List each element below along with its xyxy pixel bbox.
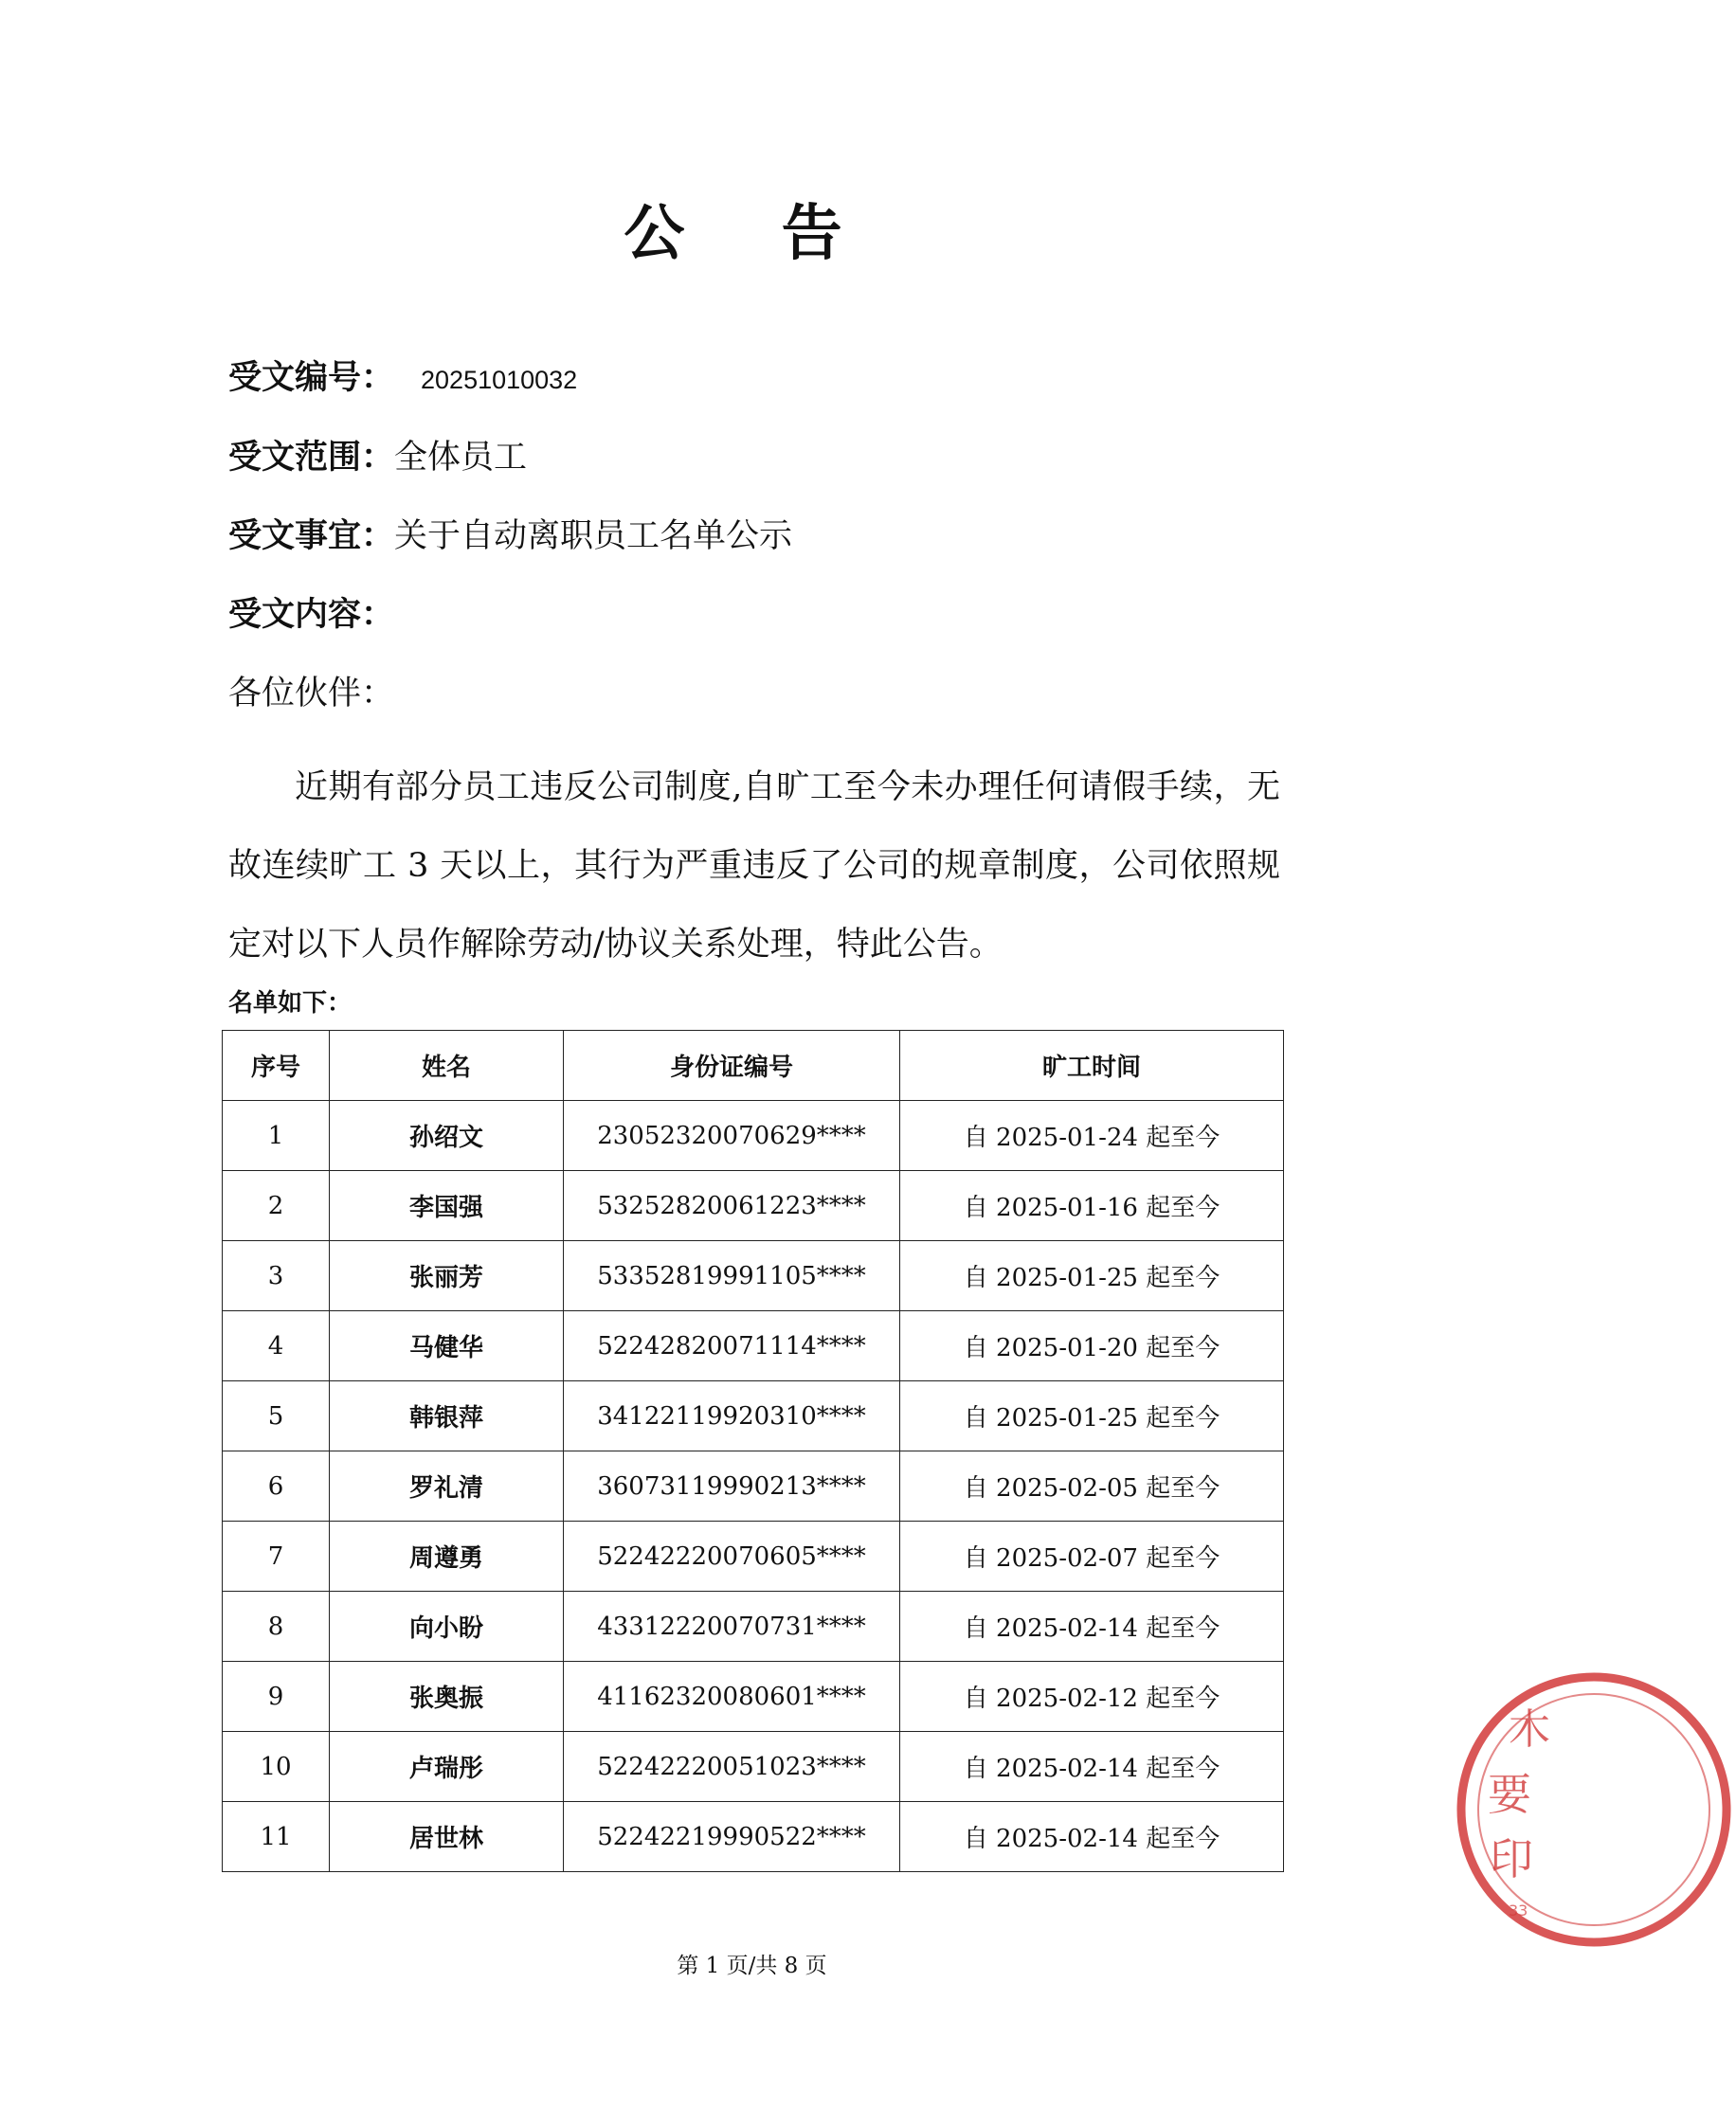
employee-name: 李国强 bbox=[330, 1171, 564, 1241]
id-number: 23052320070629**** bbox=[564, 1101, 900, 1171]
employee-name: 张丽芳 bbox=[330, 1241, 564, 1311]
company-seal-stamp bbox=[1452, 1667, 1736, 1952]
id-number: 53352819991105**** bbox=[564, 1241, 900, 1311]
field-recipients bbox=[228, 437, 527, 478]
row-index: 7 bbox=[223, 1522, 330, 1592]
employee-name: 孙绍文 bbox=[330, 1101, 564, 1171]
svg-text:印: 印 bbox=[1490, 1833, 1533, 1884]
svg-text:33: 33 bbox=[1509, 1902, 1528, 1920]
header-absence-period: 旷工时间 bbox=[900, 1031, 1284, 1101]
row-index: 10 bbox=[223, 1732, 330, 1802]
id-number: 53252820061223**** bbox=[564, 1171, 900, 1241]
table-row bbox=[223, 1381, 1284, 1451]
subject-value: 关于自动离职员工名单公示 bbox=[394, 517, 793, 555]
employee-name: 张奥振 bbox=[330, 1662, 564, 1732]
table-header-row bbox=[223, 1031, 1284, 1101]
table-row bbox=[223, 1101, 1284, 1171]
id-number: 52242220070605**** bbox=[564, 1522, 900, 1592]
id-number: 52242220051023**** bbox=[564, 1732, 900, 1802]
table-body bbox=[223, 1101, 1284, 1872]
row-index: 11 bbox=[223, 1802, 330, 1872]
id-number: 43312220070731**** bbox=[564, 1592, 900, 1662]
field-subject bbox=[228, 515, 792, 557]
row-index: 6 bbox=[223, 1451, 330, 1522]
field-label: 受文编号： bbox=[228, 358, 395, 397]
employee-name: 周遵勇 bbox=[330, 1522, 564, 1592]
employee-name: 卢瑞彤 bbox=[330, 1732, 564, 1802]
table-row bbox=[223, 1662, 1284, 1732]
id-number: 52242820071114**** bbox=[564, 1311, 900, 1381]
absence-period: 自 2025-02-14 起至今 bbox=[900, 1592, 1284, 1662]
header-id-number: 身份证编号 bbox=[564, 1031, 900, 1101]
row-index: 5 bbox=[223, 1381, 330, 1451]
table-row bbox=[223, 1171, 1284, 1241]
absence-period: 自 2025-02-14 起至今 bbox=[900, 1732, 1284, 1802]
table-row bbox=[223, 1522, 1284, 1592]
id-number: 34122119920310**** bbox=[564, 1381, 900, 1451]
id-number: 41162320080601**** bbox=[564, 1662, 900, 1732]
absence-period: 自 2025-01-16 起至今 bbox=[900, 1171, 1284, 1241]
field-label: 受文事宜： bbox=[228, 516, 395, 555]
table-row bbox=[223, 1732, 1284, 1802]
row-index: 1 bbox=[223, 1101, 330, 1171]
recipients-value: 全体员工 bbox=[394, 439, 528, 477]
row-index: 2 bbox=[223, 1171, 330, 1241]
header-name: 姓名 bbox=[330, 1031, 564, 1101]
employee-name: 居世林 bbox=[330, 1802, 564, 1872]
row-index: 4 bbox=[223, 1311, 330, 1381]
absence-period: 自 2025-01-25 起至今 bbox=[900, 1241, 1284, 1311]
dismissal-table bbox=[222, 1030, 1284, 1872]
table-row bbox=[223, 1311, 1284, 1381]
field-label: 受文内容： bbox=[228, 595, 395, 634]
field-content bbox=[228, 594, 394, 636]
absence-period: 自 2025-01-25 起至今 bbox=[900, 1381, 1284, 1451]
employee-name: 韩银萍 bbox=[330, 1381, 564, 1451]
table-row bbox=[223, 1802, 1284, 1872]
employee-name: 向小盼 bbox=[330, 1592, 564, 1662]
list-heading: 名单如下： bbox=[228, 989, 353, 1018]
absence-period: 自 2025-02-14 起至今 bbox=[900, 1802, 1284, 1872]
table-row bbox=[223, 1592, 1284, 1662]
field-document-number bbox=[228, 357, 577, 401]
table-row bbox=[223, 1451, 1284, 1522]
body-paragraph: 近期有部分员工违反公司制度,自旷工至今未办理任何请假手续，无故连续旷工 3 天以上，其行为严重违反了公司的规章制度，公司依照规定对以下人员作解除劳动/协议关系处理，特此公告。 bbox=[228, 768, 1280, 964]
absence-period: 自 2025-02-05 起至今 bbox=[900, 1451, 1284, 1522]
id-number: 36073119990213**** bbox=[564, 1451, 900, 1522]
absence-period: 自 2025-01-24 起至今 bbox=[900, 1101, 1284, 1171]
greeting: 各位伙伴： bbox=[228, 675, 395, 712]
absence-period: 自 2025-01-20 起至今 bbox=[900, 1311, 1284, 1381]
id-number: 52242219990522**** bbox=[564, 1802, 900, 1872]
field-label: 受文范围： bbox=[228, 438, 395, 477]
employee-name: 马健华 bbox=[330, 1311, 564, 1381]
row-index: 8 bbox=[223, 1592, 330, 1662]
table-row bbox=[223, 1241, 1284, 1311]
document-number-value: 20251010032 bbox=[421, 366, 578, 394]
header-index: 序号 bbox=[223, 1031, 330, 1101]
row-index: 9 bbox=[223, 1662, 330, 1732]
absence-period: 自 2025-02-12 起至今 bbox=[900, 1662, 1284, 1732]
svg-text:木: 木 bbox=[1509, 1705, 1550, 1754]
svg-text:要: 要 bbox=[1488, 1769, 1531, 1820]
page-number: 第 1 页/共 8 页 bbox=[677, 1954, 827, 1978]
employee-name: 罗礼清 bbox=[330, 1451, 564, 1522]
row-index: 3 bbox=[223, 1241, 330, 1311]
document-title: 公 告 bbox=[624, 198, 880, 269]
absence-period: 自 2025-02-07 起至今 bbox=[900, 1522, 1284, 1592]
